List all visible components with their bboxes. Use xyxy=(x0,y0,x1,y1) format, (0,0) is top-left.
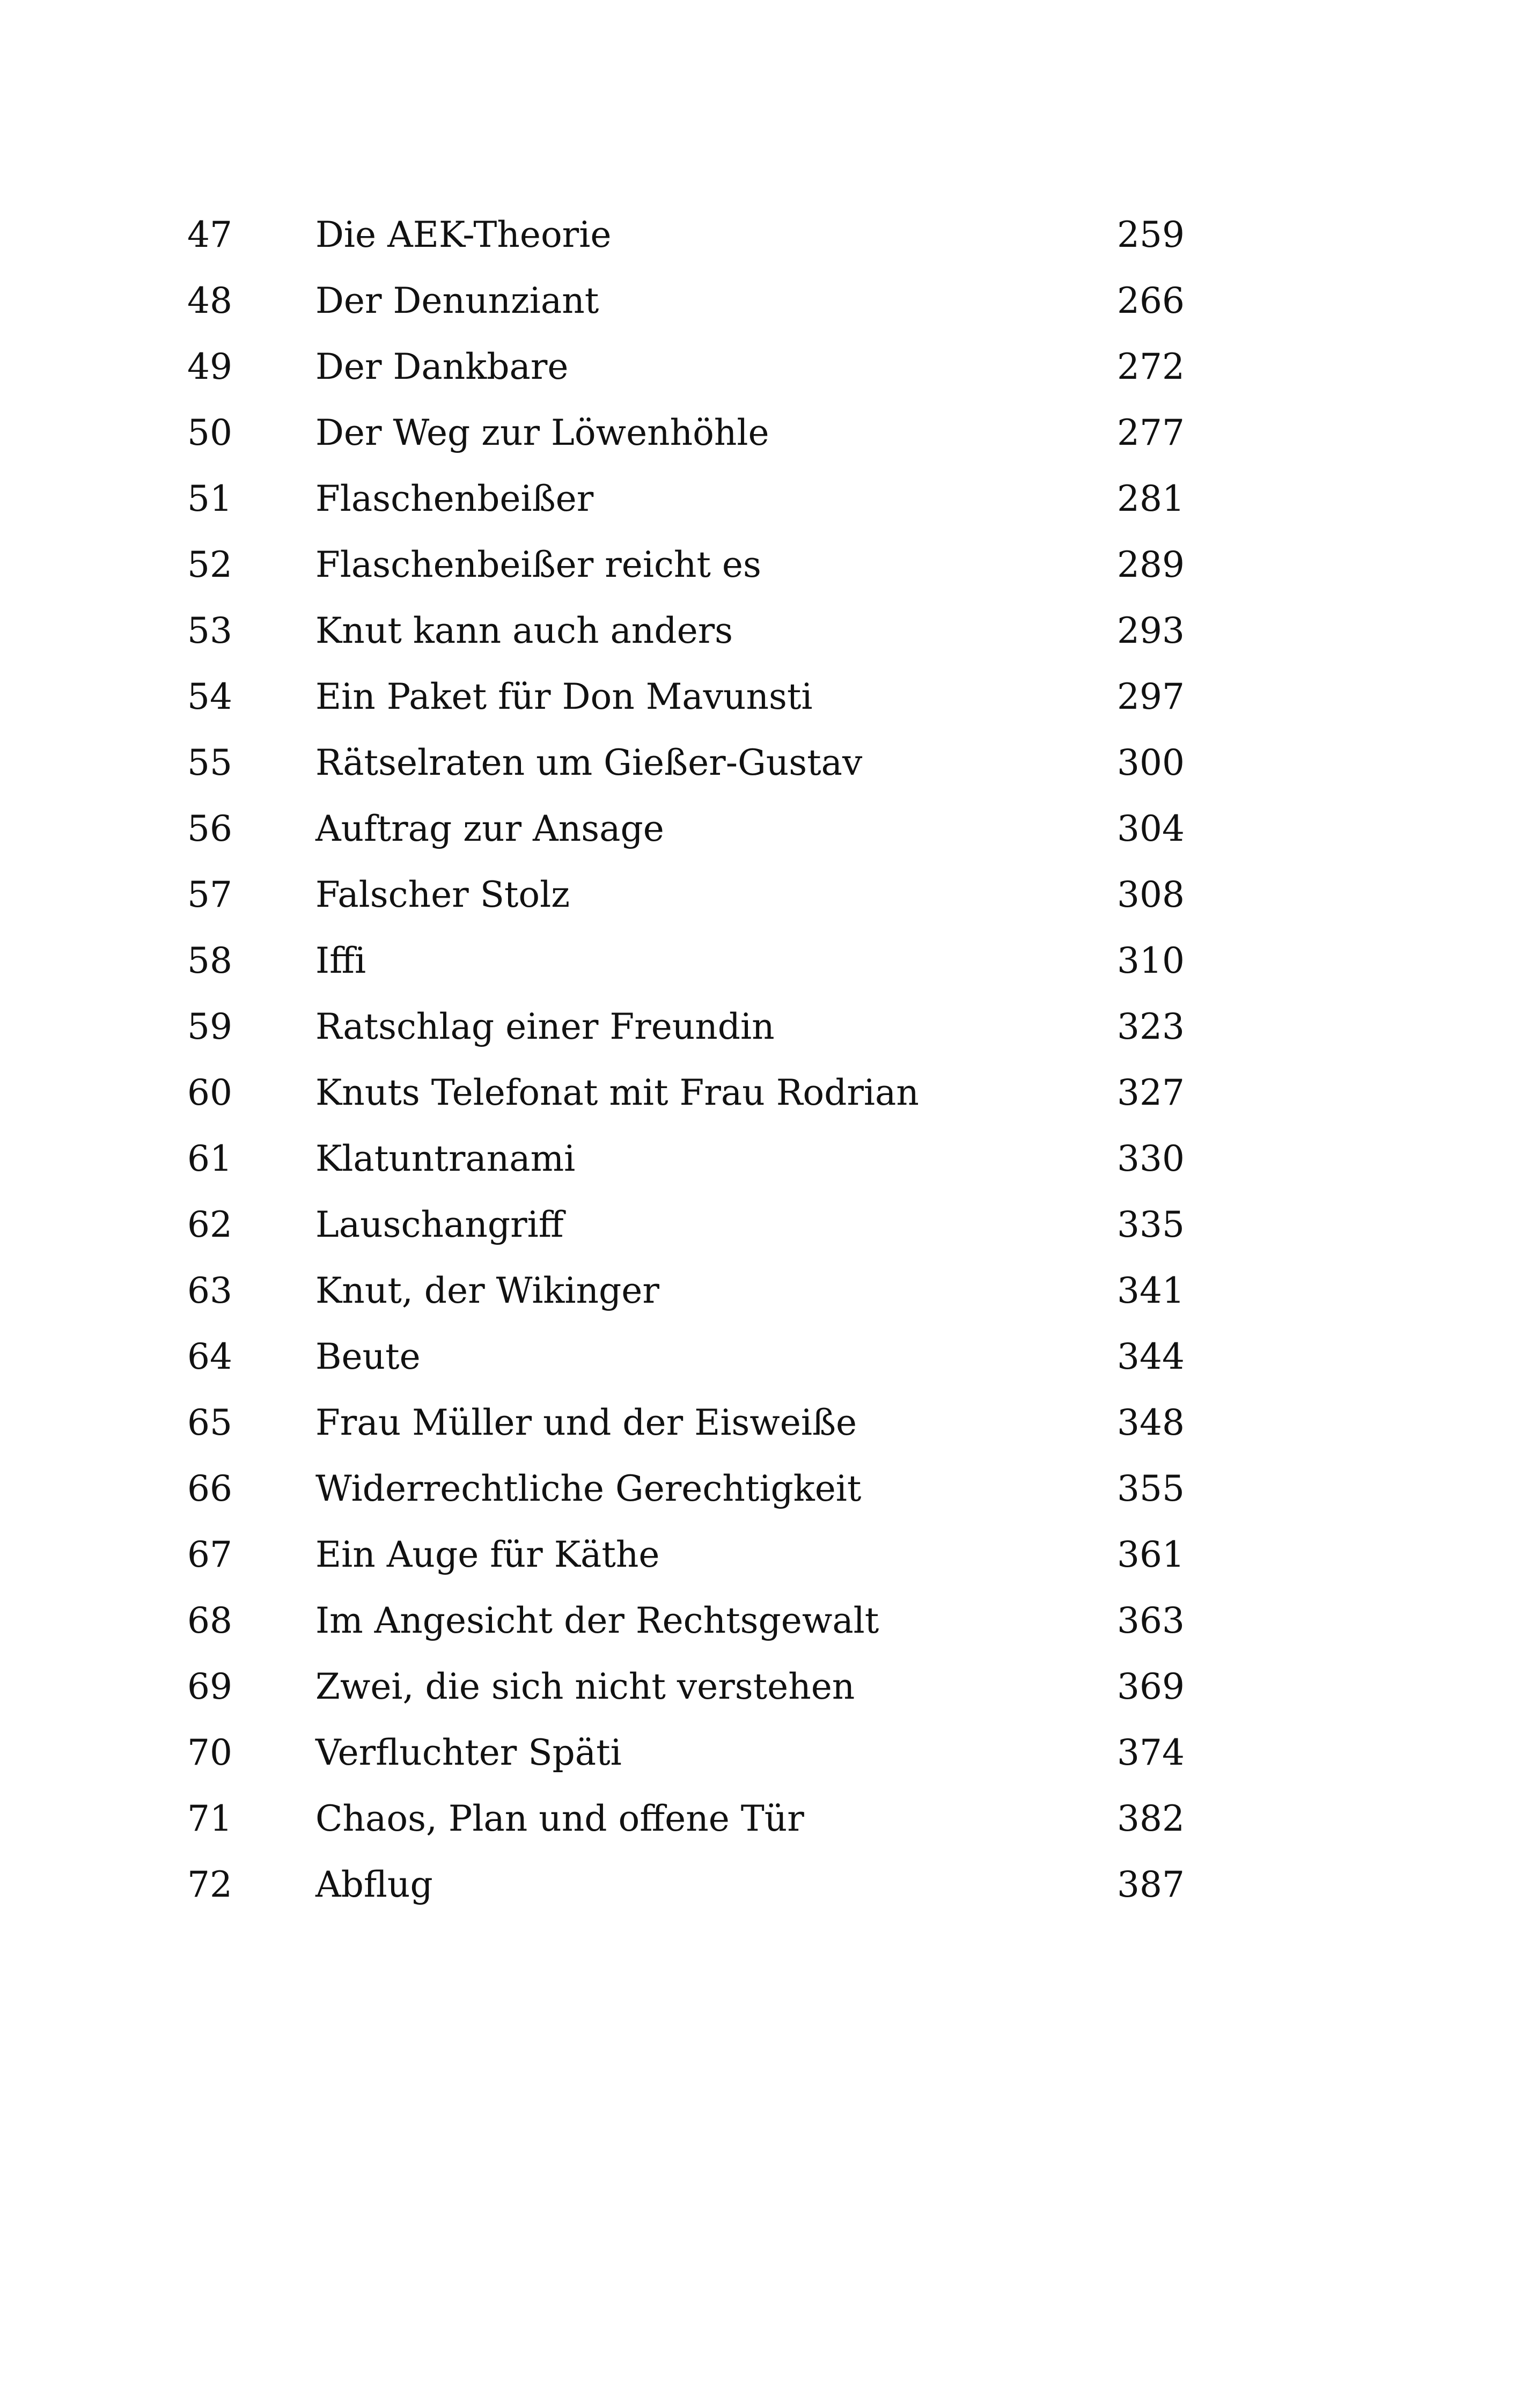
toc-entry xyxy=(0,928,1521,994)
chapter-number: 72 xyxy=(187,1864,232,1905)
chapter-title: Klatuntranami xyxy=(315,1138,576,1179)
toc-entry xyxy=(0,268,1521,334)
chapter-number: 65 xyxy=(187,1402,232,1443)
chapter-title: Im Angesicht der Rechtsgewalt xyxy=(315,1600,879,1641)
toc-entry xyxy=(0,1786,1521,1852)
chapter-number: 50 xyxy=(187,412,232,453)
page-number: 382 xyxy=(1117,1798,1185,1839)
chapter-title: Abflug xyxy=(315,1864,433,1905)
chapter-title: Der Denunziant xyxy=(315,280,599,321)
page-number: 308 xyxy=(1117,874,1185,915)
chapter-title: Flaschenbeißer xyxy=(315,478,594,519)
toc-entry xyxy=(0,466,1521,532)
chapter-number: 55 xyxy=(187,742,232,783)
chapter-title: Knut kann auch anders xyxy=(315,610,733,651)
page-number: 323 xyxy=(1117,1006,1185,1047)
page-number: 387 xyxy=(1117,1864,1185,1905)
page-number: 327 xyxy=(1117,1072,1185,1113)
toc-entry xyxy=(0,1588,1521,1654)
chapter-number: 58 xyxy=(187,940,232,981)
chapter-number: 70 xyxy=(187,1732,232,1773)
page-number: 297 xyxy=(1117,676,1185,717)
chapter-title: Ratschlag einer Freundin xyxy=(315,1006,775,1047)
page-number: 277 xyxy=(1117,412,1185,453)
chapter-number: 47 xyxy=(187,214,232,255)
chapter-title: Ein Auge für Käthe xyxy=(315,1534,660,1575)
page-number: 355 xyxy=(1117,1468,1185,1509)
chapter-number: 52 xyxy=(187,544,232,585)
chapter-number: 57 xyxy=(187,874,232,915)
toc-entry xyxy=(0,1720,1521,1786)
page-number: 310 xyxy=(1117,940,1185,981)
toc-entry xyxy=(0,1522,1521,1588)
toc-entry xyxy=(0,1192,1521,1258)
page-number: 293 xyxy=(1117,610,1185,651)
page-number: 281 xyxy=(1117,478,1185,519)
chapter-title: Lauschangriff xyxy=(315,1204,564,1245)
chapter-number: 61 xyxy=(187,1138,232,1179)
chapter-title: Rätselraten um Gießer-Gustav xyxy=(315,742,863,783)
toc-entry xyxy=(0,1258,1521,1324)
chapter-title: Widerrechtliche Gerechtigkeit xyxy=(315,1468,862,1509)
chapter-number: 63 xyxy=(187,1270,232,1311)
toc-entry xyxy=(0,664,1521,730)
chapter-number: 54 xyxy=(187,676,232,717)
page-number: 344 xyxy=(1117,1336,1185,1377)
page-number: 361 xyxy=(1117,1534,1185,1575)
page-number: 289 xyxy=(1117,544,1185,585)
toc-entry xyxy=(0,400,1521,466)
page-number: 335 xyxy=(1117,1204,1185,1245)
toc-entry xyxy=(0,1060,1521,1126)
toc-entry xyxy=(0,1654,1521,1720)
chapter-title: Iffi xyxy=(315,940,366,981)
page-number: 341 xyxy=(1117,1270,1185,1311)
page-number: 259 xyxy=(1117,214,1185,255)
chapter-title: Frau Müller und der Eisweiße xyxy=(315,1402,857,1443)
toc-entry xyxy=(0,1456,1521,1522)
chapter-number: 59 xyxy=(187,1006,232,1047)
toc-entry xyxy=(0,994,1521,1060)
chapter-title: Zwei, die sich nicht verstehen xyxy=(315,1666,855,1707)
page-number: 363 xyxy=(1117,1600,1185,1641)
chapter-title: Der Dankbare xyxy=(315,346,569,387)
chapter-title: Der Weg zur Löwenhöhle xyxy=(315,412,769,453)
chapter-number: 69 xyxy=(187,1666,232,1707)
chapter-number: 51 xyxy=(187,478,232,519)
chapter-number: 60 xyxy=(187,1072,232,1113)
toc-entry xyxy=(0,598,1521,664)
toc-entry xyxy=(0,1852,1521,1918)
page-number: 330 xyxy=(1117,1138,1185,1179)
chapter-title: Falscher Stolz xyxy=(315,874,570,915)
chapter-title: Beute xyxy=(315,1336,421,1377)
toc-entry xyxy=(0,730,1521,796)
page-number: 272 xyxy=(1117,346,1185,387)
page-number: 300 xyxy=(1117,742,1185,783)
chapter-number: 53 xyxy=(187,610,232,651)
chapter-title: Flaschenbeißer reicht es xyxy=(315,544,761,585)
chapter-title: Verfluchter Späti xyxy=(315,1732,622,1773)
page-number: 266 xyxy=(1117,280,1185,321)
chapter-title: Ein Paket für Don Mavunsti xyxy=(315,676,813,717)
toc-entry xyxy=(0,334,1521,400)
chapter-number: 62 xyxy=(187,1204,232,1245)
toc-entry xyxy=(0,1324,1521,1390)
toc-entry xyxy=(0,1390,1521,1456)
chapter-number: 64 xyxy=(187,1336,232,1377)
toc-entry xyxy=(0,202,1521,268)
chapter-title: Die AEK-Theorie xyxy=(315,214,612,255)
chapter-number: 49 xyxy=(187,346,232,387)
chapter-number: 48 xyxy=(187,280,232,321)
chapter-title: Auftrag zur Ansage xyxy=(315,808,664,849)
chapter-title: Knuts Telefonat mit Frau Rodrian xyxy=(315,1072,919,1113)
chapter-number: 68 xyxy=(187,1600,232,1641)
page-number: 369 xyxy=(1117,1666,1185,1707)
page-number: 304 xyxy=(1117,808,1185,849)
chapter-title: Knut, der Wikinger xyxy=(315,1270,659,1311)
chapter-number: 56 xyxy=(187,808,232,849)
chapter-number: 66 xyxy=(187,1468,232,1509)
chapter-number: 67 xyxy=(187,1534,232,1575)
page-number: 374 xyxy=(1117,1732,1185,1773)
toc-entry xyxy=(0,796,1521,862)
chapter-title: Chaos, Plan und offene Tür xyxy=(315,1798,804,1839)
toc-entry xyxy=(0,532,1521,598)
toc-entry xyxy=(0,1126,1521,1192)
page-number: 348 xyxy=(1117,1402,1185,1443)
toc-entry xyxy=(0,862,1521,928)
chapter-number: 71 xyxy=(187,1798,232,1839)
